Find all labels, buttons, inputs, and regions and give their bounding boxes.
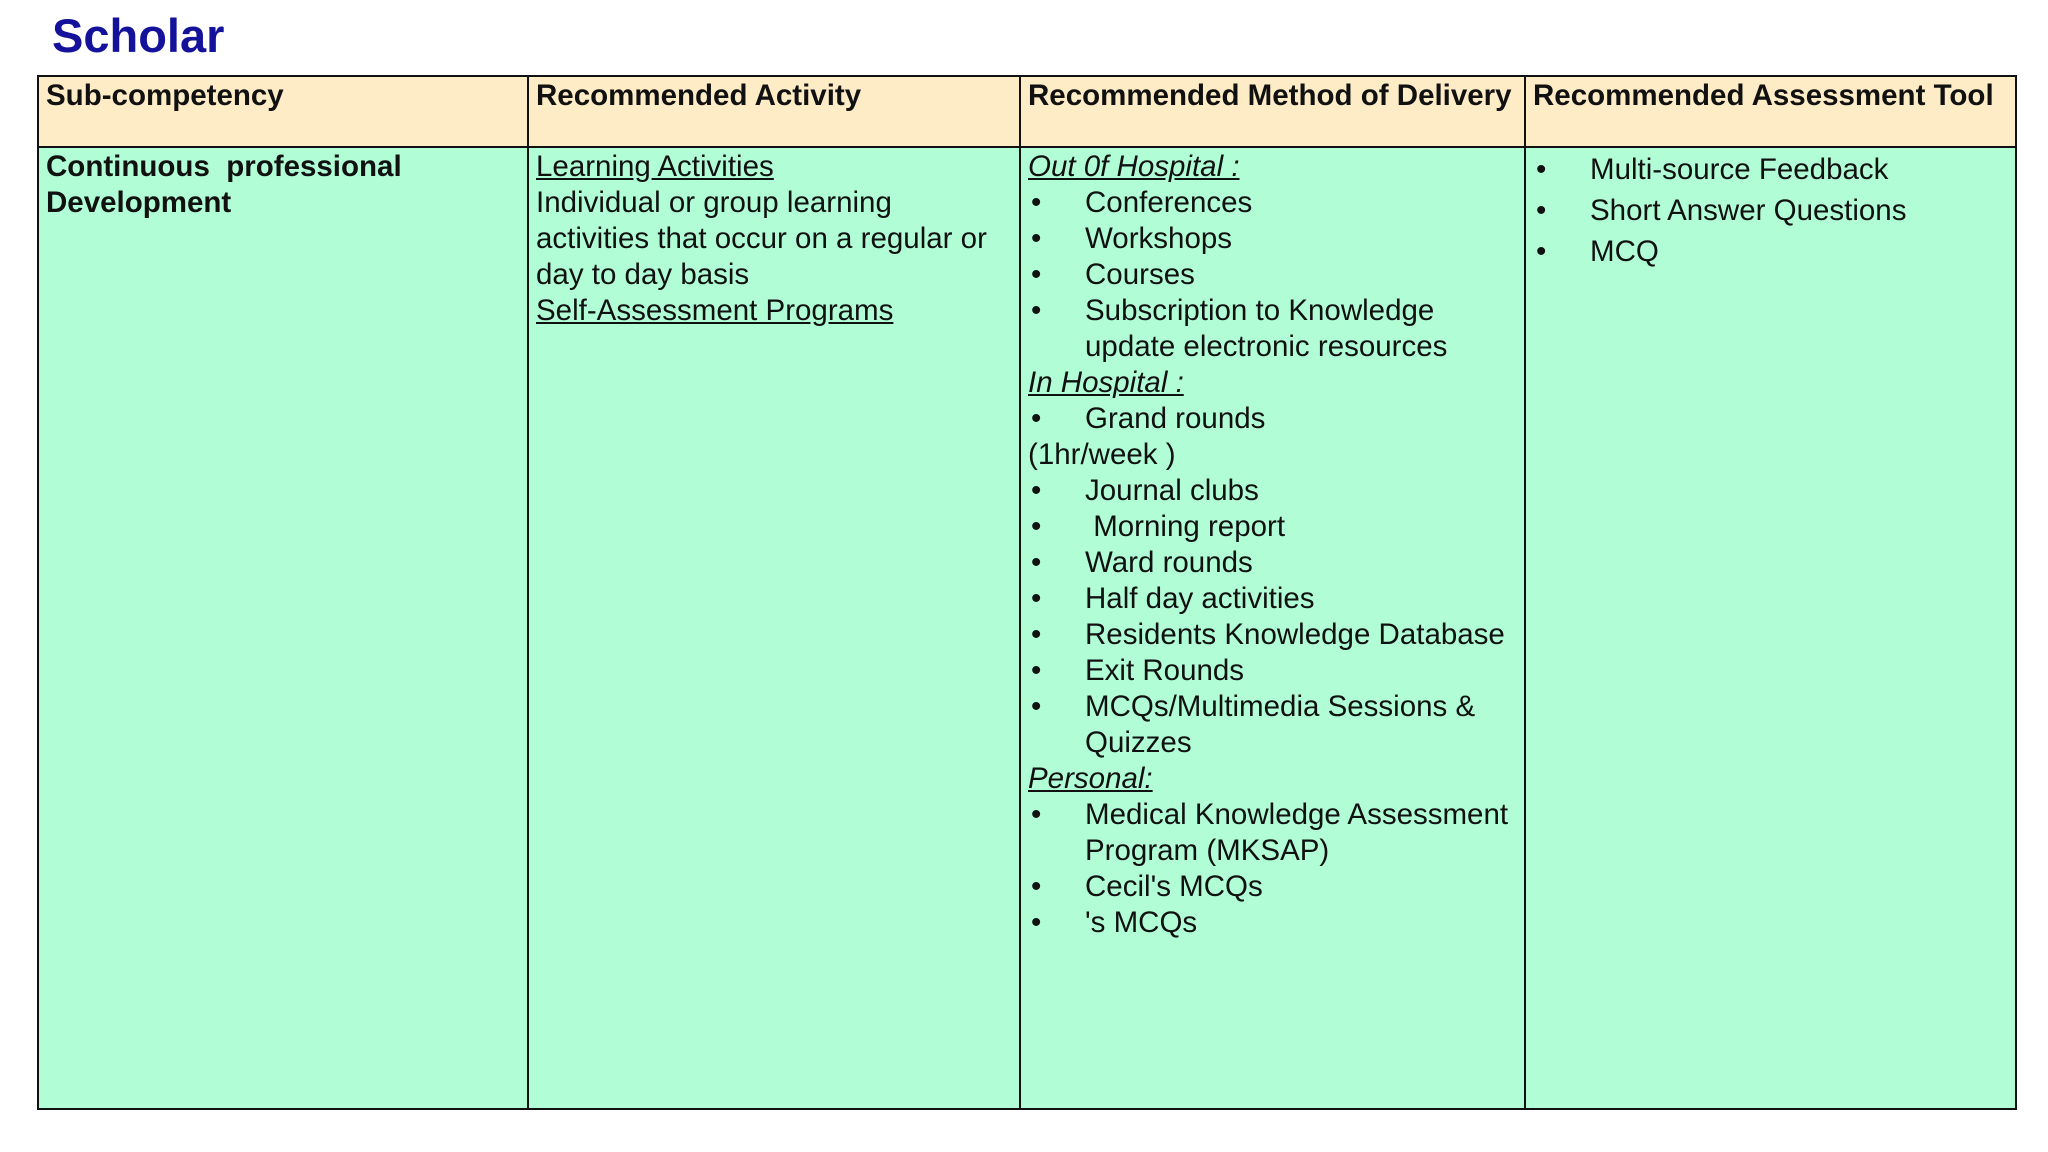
competency-table xyxy=(37,75,2017,1110)
list-item: • Residents Knowledge Database xyxy=(1028,617,1517,653)
list-item: • Ward rounds xyxy=(1028,545,1517,581)
assessment-cell xyxy=(1525,147,2016,1109)
list-item: • MCQs/Multimedia Sessions & Quizzes xyxy=(1028,689,1517,761)
table-row xyxy=(38,147,2016,1109)
list-item: • Journal clubs xyxy=(1028,473,1517,509)
list-item: • MCQ xyxy=(1533,231,2008,272)
grand-rounds-note: (1hr/week ) xyxy=(1028,438,1176,471)
header-assessment-tool: Recommended Assessment Tool xyxy=(1525,76,2016,147)
list-item: • Multi-source Feedback xyxy=(1533,149,2008,190)
list-item: • Morning report xyxy=(1028,509,1517,545)
delivery-cell xyxy=(1020,147,1525,1109)
grand-rounds-list xyxy=(1028,401,1517,437)
in-hospital-heading: In Hospital : xyxy=(1028,366,1184,399)
list-item: • Courses xyxy=(1028,257,1517,293)
header-method-of-delivery: Recommended Method of Delivery xyxy=(1020,76,1525,147)
header-row xyxy=(38,76,2016,147)
header-recommended-activity: Recommended Activity xyxy=(528,76,1020,147)
out-of-hospital-list xyxy=(1028,185,1517,365)
list-item: • Cecil's MCQs xyxy=(1028,869,1517,905)
personal-heading: Personal: xyxy=(1028,762,1153,795)
list-item: • Conferences xyxy=(1028,185,1517,221)
sub-competency-name: Continuous professional Development xyxy=(46,150,410,219)
self-assessment-heading: Self-Assessment Programs xyxy=(536,294,894,327)
list-item: • Short Answer Questions xyxy=(1533,190,2008,231)
personal-list xyxy=(1028,797,1517,941)
learning-activities-heading: Learning Activities xyxy=(536,150,774,183)
list-item: • Half day activities xyxy=(1028,581,1517,617)
activity-cell xyxy=(528,147,1020,1109)
list-item: • Grand rounds xyxy=(1028,401,1517,437)
out-of-hospital-heading: Out 0f Hospital : xyxy=(1028,150,1240,183)
list-item: • Medical Knowledge Assessment Program (MKSAP) xyxy=(1028,797,1517,869)
list-item: • Exit Rounds xyxy=(1028,653,1517,689)
header-sub-competency: Sub-competency xyxy=(38,76,528,147)
list-item: • Workshops xyxy=(1028,221,1517,257)
list-item: • 's MCQs xyxy=(1028,905,1517,941)
sub-competency-cell xyxy=(38,147,528,1109)
page-title: Scholar xyxy=(52,9,225,62)
list-item: • Subscription to Knowledge update electronic resources xyxy=(1028,293,1517,365)
assessment-tools-list xyxy=(1533,149,2008,272)
learning-activities-text: Individual or group learning activities that occur on a regular or day to day basis xyxy=(536,186,987,291)
in-hospital-list xyxy=(1028,473,1517,761)
